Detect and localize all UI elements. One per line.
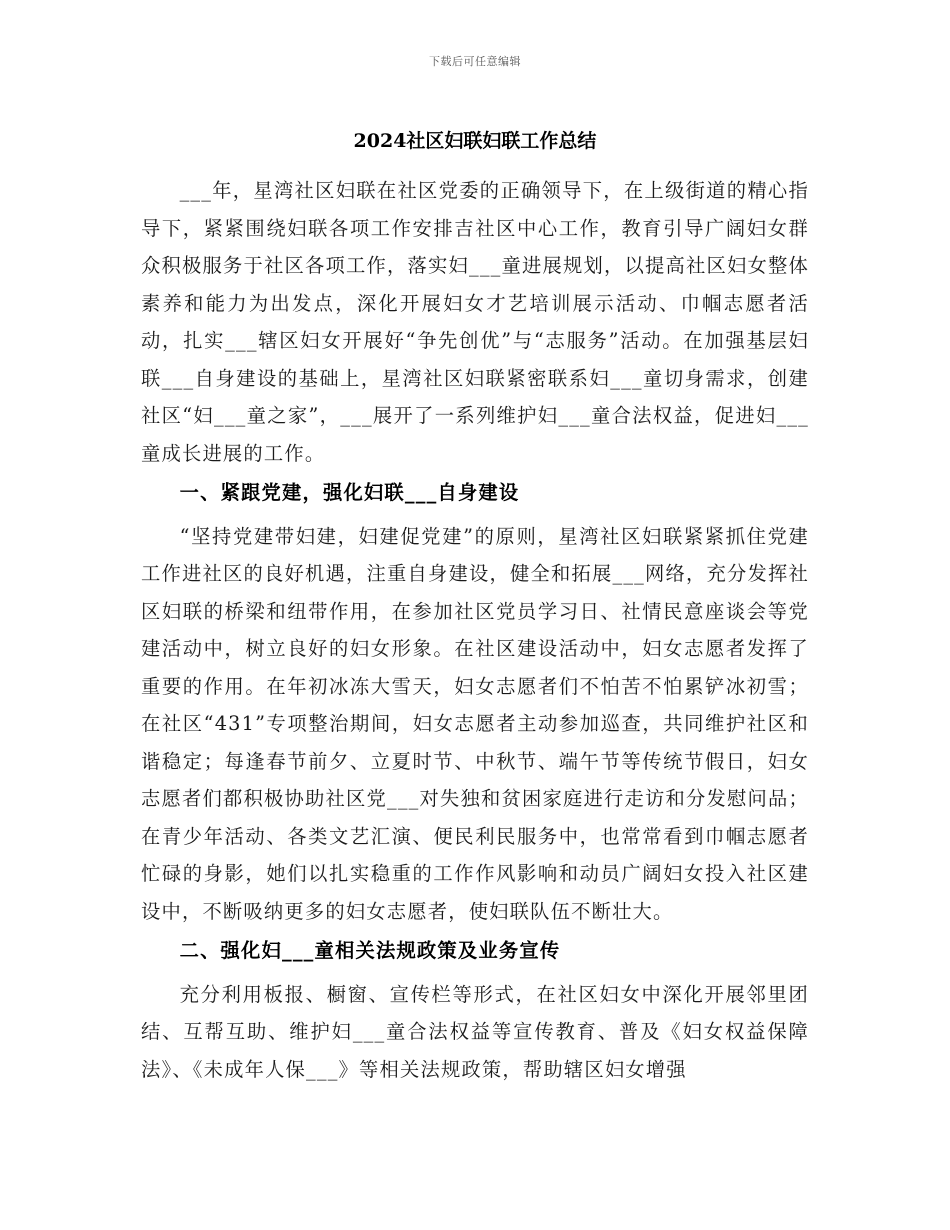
section-paragraph: “坚持党建带妇建，妇建促党建”的原则，星湾社区妇联紧紧抓住党建工作进社区的良好机遇，注重自身建设，健全和拓展___网络，充分发挥社区妇联的桥梁和纽带作用，在参加社区党员学习日、社情民意座谈会等党建活动中，树立良好的妇女形象。在社区建设活动中，妇女志愿者发挥了重要的作用。在年初冰冻大雪天，妇女志愿者们不怕苦不怕累铲冰初雪；在社区“431”专项整治期间，妇女志愿者主动参加巡查，共同维护社区和谐稳定；每逢春节前夕、立夏时节、中秋节、端午节等传统节假日，妇女志愿者们都积极协助社区党___对失独和贫困家庭进行走访和分发慰问品；在青少年活动、各类文艺汇演、便民利民服务中，也常常看到巾帼志愿者忙碌的身影，她们以扎实稳重的工作作风影响和动员广阔妇女投入社区建设中，不断吸纳更多的妇女志愿者，使妇联队伍不断壮大。 (141, 524, 809, 923)
page-header-note: 下载后可任意编辑 (429, 55, 521, 68)
intro-paragraph: ___年，星湾社区妇联在社区党委的正确领导下，在上级街道的精心指导下，紧紧围绕妇联各项工作安排吉社区中心工作，教育引导广阔妇女群众积极服务于社区各项工作，落实妇___童进展规划，以提高社区妇女整体素养和能力为出发点，深化开展妇女才艺培训展示活动、巾帼志愿者活动，扎实___辖区妇女开展好“争先创优”与“志服务”活动。在加强基层妇联___自身建设的基础上，星湾社区妇联紧密联系妇___童切身需求，创建社区“妇___童之家”，___展开了一系列维护妇___童合法权益，促进妇___童成长进展的工作。 (141, 179, 809, 465)
document-body (141, 172, 809, 1088)
section-1 (141, 472, 809, 930)
section-paragraph: 充分利用板报、橱窗、宣传栏等形式，在社区妇女中深化开展邻里团结、互帮互助、维护妇___童合法权益等宣传教育、普及《妇女权益保障法》、《未成年人保___》等相关法规政策，帮助辖区妇女增强 (141, 982, 809, 1081)
section-heading: 一、紧跟党建，强化妇联___自身建设 (179, 481, 520, 504)
document-title: 2024社区妇联妇联工作总结 (353, 130, 597, 152)
section-heading: 二、强化妇___童相关法规政策及业务宣传 (179, 939, 561, 962)
section-2 (141, 930, 809, 1088)
